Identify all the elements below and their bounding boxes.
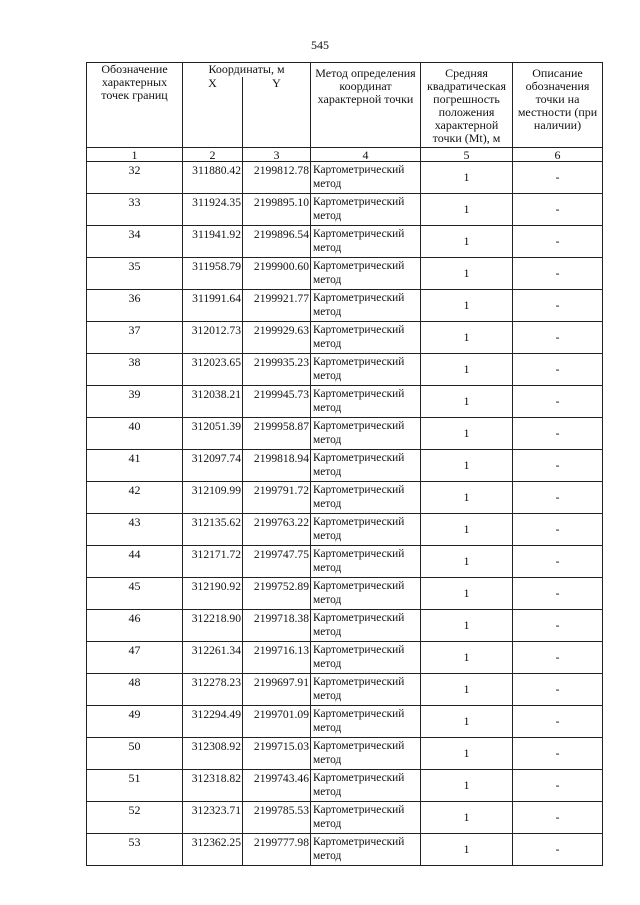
method-cell: Картометрический метод: [311, 610, 421, 642]
accuracy-cell: 1: [421, 642, 513, 674]
description-cell: -: [513, 642, 603, 674]
point-cell: 38: [87, 354, 183, 386]
method-cell: Картометрический метод: [311, 194, 421, 226]
accuracy-cell: 1: [421, 770, 513, 802]
y-coordinate-cell: 2199896.54: [243, 226, 311, 258]
x-coordinate-cell: 311991.64: [183, 290, 243, 322]
method-cell: Картометрический метод: [311, 482, 421, 514]
table-row: [87, 162, 603, 194]
description-cell: -: [513, 514, 603, 546]
x-coordinate-cell: 312051.39: [183, 418, 243, 450]
point-cell: 44: [87, 546, 183, 578]
table-row: [87, 706, 603, 738]
method-cell: Картометрический метод: [311, 674, 421, 706]
point-cell: 52: [87, 802, 183, 834]
y-coordinate-cell: 2199929.63: [243, 322, 311, 354]
x-coordinate-cell: 312012.73: [183, 322, 243, 354]
header-x: X: [183, 77, 243, 147]
point-cell: 34: [87, 226, 183, 258]
y-coordinate-cell: 2199785.53: [243, 802, 311, 834]
x-coordinate-cell: 312135.62: [183, 514, 243, 546]
column-number: 6: [513, 148, 603, 162]
description-cell: -: [513, 162, 603, 194]
table-row: [87, 226, 603, 258]
column-number: 4: [311, 148, 421, 162]
y-coordinate-cell: 2199921.77: [243, 290, 311, 322]
boundary-points-table: [86, 62, 603, 866]
x-coordinate-cell: 312038.21: [183, 386, 243, 418]
y-coordinate-cell: 2199791.72: [243, 482, 311, 514]
table-row: [87, 514, 603, 546]
table-row: [87, 834, 603, 866]
y-coordinate-cell: 2199895.10: [243, 194, 311, 226]
method-cell: Картометрический метод: [311, 450, 421, 482]
column-number: 3: [243, 148, 311, 162]
y-coordinate-cell: 2199701.09: [243, 706, 311, 738]
x-coordinate-cell: 312023.65: [183, 354, 243, 386]
method-cell: Картометрический метод: [311, 706, 421, 738]
point-cell: 47: [87, 642, 183, 674]
accuracy-cell: 1: [421, 322, 513, 354]
description-cell: -: [513, 770, 603, 802]
table-row: [87, 354, 603, 386]
point-cell: 41: [87, 450, 183, 482]
table-row: [87, 546, 603, 578]
description-cell: -: [513, 802, 603, 834]
method-cell: Картометрический метод: [311, 802, 421, 834]
method-cell: Картометрический метод: [311, 514, 421, 546]
accuracy-cell: 1: [421, 802, 513, 834]
x-coordinate-cell: 312190.92: [183, 578, 243, 610]
point-cell: 39: [87, 386, 183, 418]
x-coordinate-cell: 312294.49: [183, 706, 243, 738]
y-coordinate-cell: 2199900.60: [243, 258, 311, 290]
x-coordinate-cell: 311880.42: [183, 162, 243, 194]
point-cell: 45: [87, 578, 183, 610]
accuracy-cell: 1: [421, 674, 513, 706]
y-coordinate-cell: 2199777.98: [243, 834, 311, 866]
description-cell: -: [513, 354, 603, 386]
accuracy-cell: 1: [421, 226, 513, 258]
accuracy-cell: 1: [421, 514, 513, 546]
method-cell: Картометрический метод: [311, 738, 421, 770]
x-coordinate-cell: 311941.92: [183, 226, 243, 258]
y-coordinate-cell: 2199935.23: [243, 354, 311, 386]
method-cell: Картометрический метод: [311, 322, 421, 354]
y-coordinate-cell: 2199697.91: [243, 674, 311, 706]
point-cell: 50: [87, 738, 183, 770]
y-coordinate-cell: 2199743.46: [243, 770, 311, 802]
table-row: [87, 610, 603, 642]
description-cell: -: [513, 418, 603, 450]
header-point-designation: Обозначение характерных точек границ: [87, 63, 183, 148]
method-cell: Картометрический метод: [311, 162, 421, 194]
header-coordinates: Координаты, м: [183, 63, 311, 78]
accuracy-cell: 1: [421, 610, 513, 642]
x-coordinate-cell: 312318.82: [183, 770, 243, 802]
x-coordinate-cell: 312362.25: [183, 834, 243, 866]
point-cell: 53: [87, 834, 183, 866]
point-cell: 32: [87, 162, 183, 194]
accuracy-cell: 1: [421, 162, 513, 194]
table-row: [87, 674, 603, 706]
x-coordinate-cell: 311924.35: [183, 194, 243, 226]
point-cell: 37: [87, 322, 183, 354]
y-coordinate-cell: 2199763.22: [243, 514, 311, 546]
y-coordinate-cell: 2199945.73: [243, 386, 311, 418]
description-cell: -: [513, 578, 603, 610]
description-cell: -: [513, 194, 603, 226]
column-numbers-row: [87, 148, 603, 162]
x-coordinate-cell: 311958.79: [183, 258, 243, 290]
description-cell: -: [513, 546, 603, 578]
accuracy-cell: 1: [421, 450, 513, 482]
method-cell: Картометрический метод: [311, 578, 421, 610]
method-cell: Картометрический метод: [311, 642, 421, 674]
table-row: [87, 290, 603, 322]
accuracy-cell: 1: [421, 354, 513, 386]
page-number: 545: [311, 38, 329, 52]
table-row: [87, 450, 603, 482]
accuracy-cell: 1: [421, 546, 513, 578]
description-cell: -: [513, 450, 603, 482]
x-coordinate-cell: 312109.99: [183, 482, 243, 514]
point-cell: 48: [87, 674, 183, 706]
accuracy-cell: 1: [421, 290, 513, 322]
table-row: [87, 322, 603, 354]
x-coordinate-cell: 312261.34: [183, 642, 243, 674]
method-cell: Картометрический метод: [311, 226, 421, 258]
description-cell: -: [513, 226, 603, 258]
accuracy-cell: 1: [421, 706, 513, 738]
header-y: Y: [243, 77, 311, 147]
description-cell: -: [513, 738, 603, 770]
table-row: [87, 738, 603, 770]
y-coordinate-cell: 2199958.87: [243, 418, 311, 450]
column-number: 1: [87, 148, 183, 162]
y-coordinate-cell: 2199716.13: [243, 642, 311, 674]
accuracy-cell: 1: [421, 418, 513, 450]
point-cell: 33: [87, 194, 183, 226]
description-cell: -: [513, 290, 603, 322]
description-cell: -: [513, 834, 603, 866]
description-cell: -: [513, 674, 603, 706]
point-cell: 40: [87, 418, 183, 450]
method-cell: Картометрический метод: [311, 386, 421, 418]
x-coordinate-cell: 312323.71: [183, 802, 243, 834]
x-coordinate-cell: 312171.72: [183, 546, 243, 578]
column-number: 5: [421, 148, 513, 162]
accuracy-cell: 1: [421, 738, 513, 770]
description-cell: -: [513, 706, 603, 738]
y-coordinate-cell: 2199818.94: [243, 450, 311, 482]
point-cell: 46: [87, 610, 183, 642]
header-description: Описание обозначения точки на местности (при наличии): [513, 63, 603, 148]
description-cell: -: [513, 386, 603, 418]
x-coordinate-cell: 312278.23: [183, 674, 243, 706]
table-row: [87, 386, 603, 418]
accuracy-cell: 1: [421, 386, 513, 418]
y-coordinate-cell: 2199718.38: [243, 610, 311, 642]
accuracy-cell: 1: [421, 834, 513, 866]
header-accuracy: Средняя квадратическая погрешность положения характерной точки (Mt), м: [421, 63, 513, 148]
description-cell: -: [513, 610, 603, 642]
point-cell: 35: [87, 258, 183, 290]
table-row: [87, 482, 603, 514]
point-cell: 43: [87, 514, 183, 546]
description-cell: -: [513, 258, 603, 290]
x-coordinate-cell: 312097.74: [183, 450, 243, 482]
y-coordinate-cell: 2199752.89: [243, 578, 311, 610]
accuracy-cell: 1: [421, 578, 513, 610]
point-cell: 49: [87, 706, 183, 738]
method-cell: Картометрический метод: [311, 770, 421, 802]
table-row: [87, 642, 603, 674]
point-cell: 51: [87, 770, 183, 802]
x-coordinate-cell: 312308.92: [183, 738, 243, 770]
y-coordinate-cell: 2199715.03: [243, 738, 311, 770]
column-number: 2: [183, 148, 243, 162]
description-cell: -: [513, 322, 603, 354]
accuracy-cell: 1: [421, 258, 513, 290]
method-cell: Картометрический метод: [311, 354, 421, 386]
table-row: [87, 578, 603, 610]
point-cell: 36: [87, 290, 183, 322]
point-cell: 42: [87, 482, 183, 514]
method-cell: Картометрический метод: [311, 834, 421, 866]
method-cell: Картометрический метод: [311, 290, 421, 322]
accuracy-cell: 1: [421, 482, 513, 514]
table-row: [87, 802, 603, 834]
header-method: Метод определения координат характерной точки: [311, 63, 421, 148]
y-coordinate-cell: 2199812.78: [243, 162, 311, 194]
method-cell: Картометрический метод: [311, 418, 421, 450]
y-coordinate-cell: 2199747.75: [243, 546, 311, 578]
description-cell: -: [513, 482, 603, 514]
table-row: [87, 194, 603, 226]
method-cell: Картометрический метод: [311, 546, 421, 578]
table-row: [87, 418, 603, 450]
table-row: [87, 258, 603, 290]
accuracy-cell: 1: [421, 194, 513, 226]
table-row: [87, 770, 603, 802]
x-coordinate-cell: 312218.90: [183, 610, 243, 642]
method-cell: Картометрический метод: [311, 258, 421, 290]
